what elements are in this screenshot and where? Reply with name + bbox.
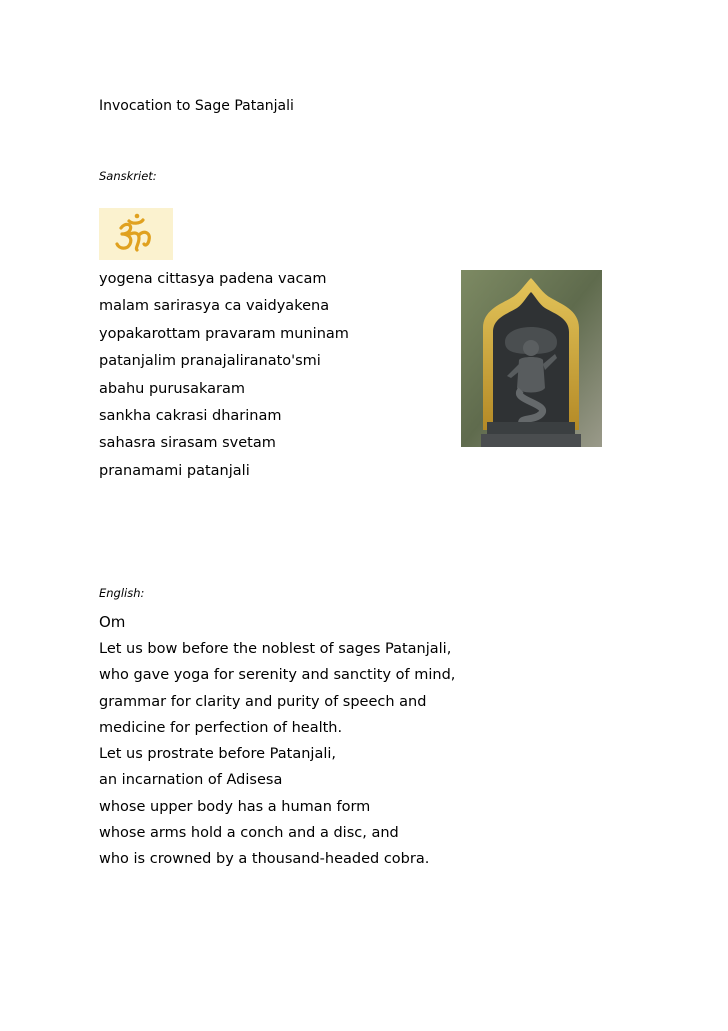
english-line: Om — [99, 613, 126, 631]
sanskrit-line: abahu purusakaram — [99, 380, 245, 397]
sanskrit-line: yopakarottam pravaram muninam — [99, 325, 349, 342]
om-symbol-icon — [99, 208, 173, 260]
english-verse — [99, 608, 455, 873]
english-line: an incarnation of Adisesa — [99, 772, 283, 789]
english-line: Let us prostrate before Patanjali, — [99, 746, 337, 763]
sanskrit-line: pranamami patanjali — [99, 462, 250, 479]
sanskrit-label: Sanskriet: — [99, 169, 157, 183]
sanskrit-line: sankha cakrasi dharinam — [99, 407, 282, 424]
sanskrit-line: sahasra sirasam svetam — [99, 435, 276, 452]
sanskrit-line: patanjalim pranajaliranato'smi — [99, 353, 321, 370]
english-line: whose arms hold a conch and a disc, and — [99, 825, 399, 842]
english-line: who gave yoga for serenity and sanctity of mind, — [99, 667, 456, 684]
english-line: Let us bow before the noblest of sages Patanjali, — [99, 641, 452, 657]
sanskrit-verse — [99, 266, 349, 485]
sanskrit-line: yogena cittasya padena vacam — [99, 271, 327, 287]
english-line: who is crowned by a thousand-headed cobra. — [99, 851, 430, 868]
sanskrit-line: malam sarirasya ca vaidyakena — [99, 298, 330, 315]
english-line: medicine for perfection of health. — [99, 719, 343, 736]
english-line: whose upper body has a human form — [99, 798, 371, 815]
english-label: English: — [99, 586, 145, 600]
patanjali-statue-image — [461, 270, 602, 447]
english-line: grammar for clarity and purity of speech and — [99, 693, 427, 710]
page-title: Invocation to Sage Patanjali — [99, 98, 294, 114]
